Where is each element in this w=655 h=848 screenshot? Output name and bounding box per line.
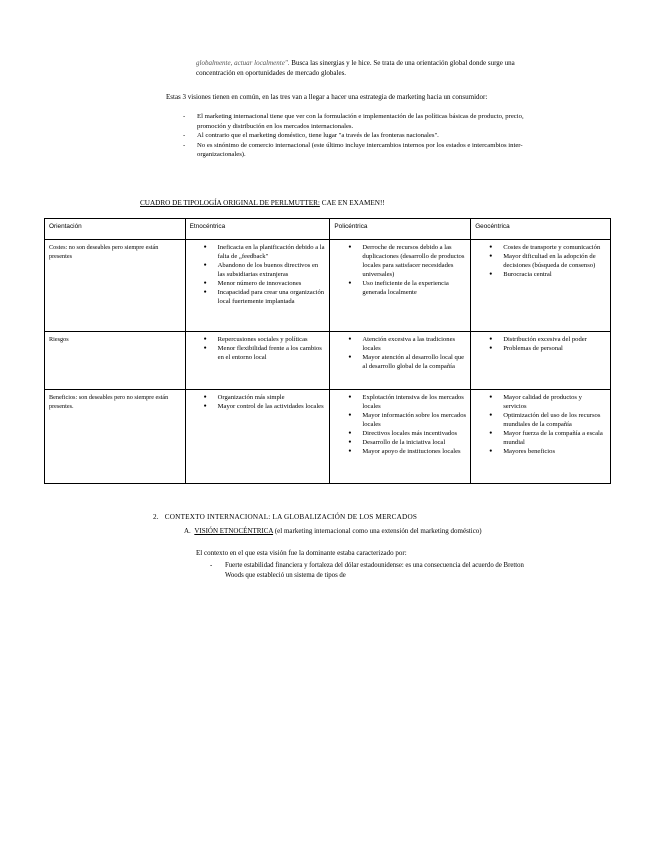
cell	[185, 390, 330, 484]
cell-bullet: ● Organización más simple	[204, 393, 326, 402]
cell	[330, 240, 471, 332]
cell	[471, 390, 611, 484]
cell	[185, 332, 330, 390]
cell-bullet: ● Mayor información sobre los mercados locales	[348, 411, 466, 429]
cell-bullet: ● Desarrollo de la iniciativa local	[348, 438, 466, 447]
cell	[330, 390, 471, 484]
table-header-row	[45, 219, 611, 240]
intro-text: Busca las sinergias y le hice. Se trata de una orientación global donde surge una concentración en oportunidades de mercado globales.	[196, 59, 515, 77]
header-policentrica: Policéntrica	[330, 219, 471, 240]
cell-bullet: ● Problemas de personal	[489, 344, 606, 353]
section-heading	[153, 513, 417, 521]
table-row-beneficios	[45, 390, 611, 484]
cell-bullet: ● Mayor fuerza de la compañía a escala mundial	[489, 429, 606, 447]
cell	[330, 332, 471, 390]
dash-text: Fuerte estabilidad financiera y fortaleza del dólar estadounidense: es una consecuencia del acuerdo de Bretton Woods que estableció un sistema de tipos de	[225, 562, 524, 579]
subsection-body: El contexto en el que esta visión fue la dominante estaba caracterizado por:	[196, 549, 407, 557]
cell-bullet: ● Repercusiones sociales y políticas	[204, 335, 326, 344]
cell-bullet: ● Ineficacia en la planificación debido a la falta de „feedback"	[204, 243, 326, 261]
context-dash-item	[210, 561, 530, 581]
cell-bullet: ● Mayor atención al desarrollo local que al desarrollo global de la compañía	[348, 353, 466, 371]
row-label-costes: Costes: no son deseables pero siempre están presentes	[45, 240, 186, 332]
subsection-letter: A.	[184, 527, 191, 535]
cell-bullet: ● Derroche de recursos debido a las duplicaciones (desarrollo de productos locales para satisfacer necesidades universales)	[348, 243, 466, 279]
header-etnocentrica: Etnocéntrica	[185, 219, 330, 240]
marketing-dash-list	[183, 112, 528, 160]
cell-bullet: ● Mayor control de las actividades locales	[204, 402, 326, 411]
cell	[471, 240, 611, 332]
dash-item: - No es sinónimo de comercio internacional (este último incluye intercambios internos por los estados e intercambios inter-organizacionales).	[183, 141, 528, 160]
header-geocentrica: Geocéntrica	[471, 219, 611, 240]
cell-bullet: ● Atención excesiva a las tradiciones locales	[348, 335, 466, 353]
section-number: 2.	[153, 513, 159, 521]
cell	[471, 332, 611, 390]
section-title: CONTEXTO INTERNACIONAL: LA GLOBALIZACIÓN DE LOS MERCADOS	[164, 513, 418, 521]
cell-bullet: ● Costes de transporte y comunicación	[489, 243, 606, 252]
table-row-riesgos	[45, 332, 611, 390]
cell-bullet: ● Mayores beneficios	[489, 447, 606, 456]
cell-bullet: ● Mayor dificultad en la adopción de decisiones (búsqueda de consenso)	[489, 252, 606, 270]
row-label-beneficios: Beneficios: son deseables pero no siempre están presentes.	[45, 390, 186, 484]
cell-bullet: ● Explotación intensiva de los mercados locales	[348, 393, 466, 411]
cell-bullet: ● Incapacidad para crear una organización local fuertemente implantada	[204, 288, 326, 306]
cell-bullet: ● Directivos locales más incentivados	[348, 429, 466, 438]
table-row-costes	[45, 240, 611, 332]
subsection-heading	[184, 526, 514, 536]
perlmutter-table	[44, 218, 611, 484]
table-title-underlined: CUADRO DE TIPOLOGÍA ORIGINAL DE PERLMUTTER:	[140, 199, 320, 207]
cell-bullet: ● Burocracia central	[489, 270, 606, 279]
subsection-title: VISIÓN ETNOCÉNTRICA	[194, 527, 274, 535]
intro-italic: globalmente, actuar localmente".	[196, 59, 290, 67]
cell-bullet: ● Mayor apoyo de instituciones locales	[348, 447, 466, 456]
cell-bullet: ● Uso ineficiente de la experiencia generada localmente	[348, 279, 466, 297]
cell	[185, 240, 330, 332]
table-title	[140, 199, 385, 207]
cell-bullet: ● Menor número de innovaciones	[204, 279, 326, 288]
header-orientacion: Orientación	[45, 219, 186, 240]
cell-bullet: ● Distribución excesiva del poder	[489, 335, 606, 344]
intro-paragraph	[196, 58, 526, 78]
table-title-rest: CAE EN EXAMEN!!	[319, 199, 385, 207]
dash-item: - Al contrario que el marketing doméstico, tiene lugar "a través de las fronteras nacionales".	[183, 131, 528, 141]
dash-item: - El marketing internacional tiene que ver con la formulación e implementación de las políticas básicas de producto, precio, promoción y distribución en los mercados internacionales.	[183, 112, 528, 131]
row-label-riesgos: Riesgos	[45, 332, 186, 390]
dash-marker: -	[210, 562, 213, 569]
cell-bullet: ● Optimización del uso de los recursos mundiales de la compañía	[489, 411, 606, 429]
cell-bullet: ● Abandono de los buenos directivos en las subsidiarias extranjeras	[204, 261, 326, 279]
cell-bullet: ● Menor flexibilidad frente a los cambios en el entorno local	[204, 344, 326, 362]
subsection-subtitle: (el marketing internacional como una extensión del marketing doméstico)	[273, 527, 482, 535]
cell-bullet: ● Mayor calidad de productos y servicios	[489, 393, 606, 411]
visions-paragraph: Estas 3 visiones tienen en común, en las tres van a llegar a hacer una estrategia de marketing hacia un consumidor:	[166, 93, 488, 101]
